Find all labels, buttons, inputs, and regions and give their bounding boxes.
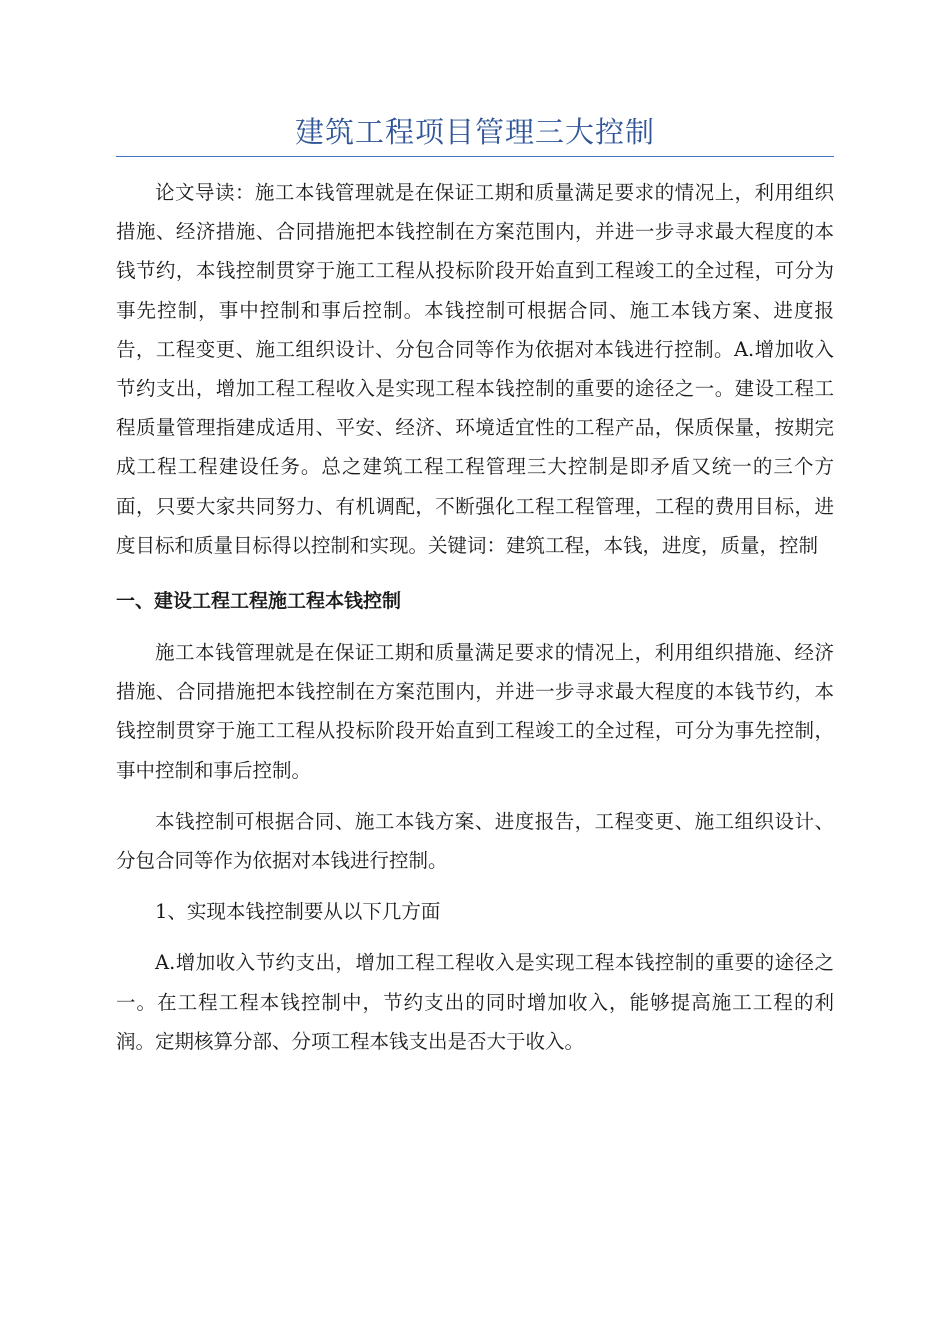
document-title: 建筑工程项目管理三大控制 — [294, 115, 655, 149]
document-page — [116, 108, 834, 1061]
body-paragraph: 施工本钱管理就是在保证工期和质量满足要求的情况上，利用组织措施、经济措施、合同措施把本钱控制在方案范围内，并进一步寻求最大程度的本钱节约，本钱控制贯穿于施工工程从投标阶段开始直到工程竣工的全过程，可分为事先控制，事中控制和事后控制。 — [116, 641, 834, 782]
section-heading: 一、建设工程工程施工程本钱控制 — [116, 590, 402, 613]
intro-paragraph: 论文导读：施工本钱管理就是在保证工期和质量满足要求的情况上，利用组织措施、经济措施、合同措施把本钱控制在方案范围内，并进一步寻求最大程度的本钱节约，本钱控制贯穿于施工工程从投标阶段开始直到工程竣工的全过程，可分为事先控制，事中控制和事后控制。本钱控制可根据合同、施工本钱方案、进度报告，工程变更、施工组织设计、分包合同等作为依据对本钱进行控制。A.增加收入节约支出，增加工程工程收入是实现工程本钱控制的重要的途径之一。建设工程工程质量管理指建成适用、平安、经济、环境适宜性的工程产品，保质保量，按期完成工程工程建设任务。总之建筑工程工程管理三大控制是即矛盾又统一的三个方面，只要大家共同努力、有机调配，不断强化工程工程管理，工程的费用目标，进度目标和质量目标得以控制和实现。关键词：建筑工程，本钱，进度，质量，控制 — [116, 181, 834, 557]
body-paragraph: A.增加收入节约支出，增加工程工程收入是实现工程本钱控制的重要的途径之一。在工程工程本钱控制中，节约支出的同时增加收入，能够提高施工工程的利润。定期核算分部、分项工程本钱支出是否大于收入。 — [116, 951, 834, 1053]
title-underline — [116, 156, 834, 157]
body-paragraph: 本钱控制可根据合同、施工本钱方案、进度报告，工程变更、施工组织设计、分包合同等作为依据对本钱进行控制。 — [116, 809, 834, 873]
subsection-heading: 1、实现本钱控制要从以下几方面 — [155, 900, 441, 924]
